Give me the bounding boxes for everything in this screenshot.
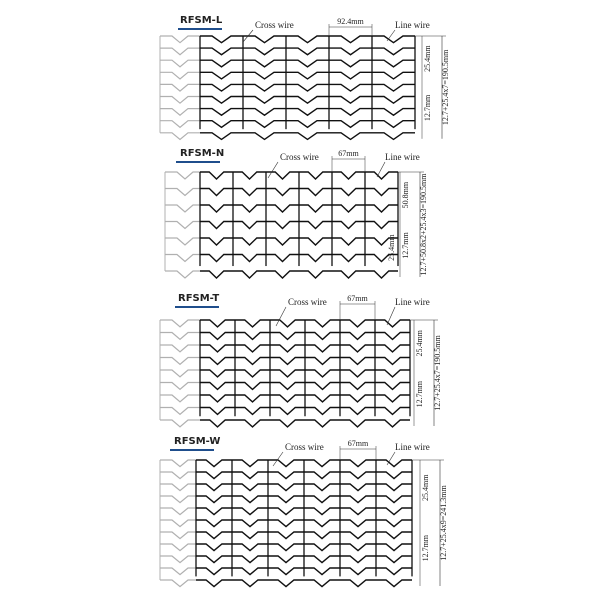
line-wire: [200, 97, 415, 104]
panel-title: RFSM-T: [178, 293, 220, 304]
pitch-label: 25.4mm: [423, 45, 432, 72]
line-wire-gray: [160, 460, 196, 467]
line-wire-gray: [165, 222, 200, 229]
line-wire-leader: [377, 162, 385, 177]
line-wire-gray: [160, 72, 200, 79]
panel-title: RFSM-L: [180, 15, 223, 26]
line-wire-gray: [165, 189, 200, 196]
total-height-label: 12.7+25.4x9=241.3mm: [439, 485, 448, 561]
offset-label: 12.7mm: [401, 232, 410, 259]
line-wire-gray: [160, 568, 196, 575]
panel-rfsm-t: [160, 293, 442, 427]
cross-wire-leader: [273, 452, 283, 466]
pitch-label: 25.4mm: [415, 330, 424, 357]
line-wire-gray: [165, 238, 200, 245]
total-height-label: 12.7+25.4x7=190.5mm: [433, 335, 442, 411]
line-wire: [196, 580, 412, 587]
total-height-label: 12.7+50.8x2+25.4x3=190.5mm: [419, 173, 428, 276]
line-wire-gray: [160, 408, 200, 415]
line-wire-gray: [160, 333, 200, 340]
spacing-label: 92.4mm: [337, 17, 364, 26]
line-wire: [200, 60, 415, 67]
line-wire-label: Line wire: [395, 442, 430, 452]
offset-label: 12.7mm: [423, 94, 432, 122]
line-wire-gray: [160, 420, 200, 427]
cross-wire-label: Cross wire: [255, 20, 294, 30]
cross-wire-label: Cross wire: [280, 152, 319, 162]
offset-label: 12.7mm: [415, 380, 424, 408]
line-wire-gray: [160, 472, 196, 479]
line-wire: [200, 109, 415, 116]
line-wire-label: Line wire: [395, 297, 430, 307]
pitch-label: 25.4mm: [421, 474, 430, 501]
line-wire-leader: [387, 30, 395, 41]
line-wire-gray: [160, 60, 200, 67]
line-wire-label: Line wire: [395, 20, 430, 30]
line-wire: [200, 271, 398, 278]
line-wire-leader: [387, 307, 395, 325]
spacing-label: 67mm: [347, 294, 368, 303]
panel-rfsm-l: [160, 15, 450, 139]
line-wire-gray: [165, 271, 200, 278]
cross-wire-label: Cross wire: [285, 442, 324, 452]
line-wire-gray: [160, 109, 200, 116]
spacing-label: 67mm: [347, 439, 369, 448]
line-wire-gray: [160, 544, 196, 551]
line-wire: [200, 133, 415, 140]
panel-rfsm-n: [165, 148, 428, 278]
line-wire-gray: [165, 172, 200, 179]
line-wire-gray: [160, 345, 200, 352]
line-wire-gray: [160, 358, 200, 365]
line-wire-gray: [160, 508, 196, 515]
line-wire-label: Line wire: [385, 152, 420, 162]
line-wire: [200, 36, 415, 43]
line-wire: [200, 121, 415, 128]
pitch-label: 50.8mm: [401, 181, 410, 209]
line-wire-gray: [160, 532, 196, 539]
line-wire-gray: [160, 580, 196, 587]
line-wire: [200, 48, 415, 55]
line-wire-gray: [160, 48, 200, 55]
line-wire-gray: [160, 84, 200, 91]
line-wire-gray: [160, 121, 200, 128]
cross-wire-leader: [276, 307, 286, 326]
line-wire-gray: [160, 556, 196, 563]
panel-rfsm-w: [160, 436, 448, 587]
line-wire-gray: [160, 395, 200, 402]
line-wire: [200, 84, 415, 91]
line-wire-gray: [165, 205, 200, 212]
line-wire-gray: [160, 484, 196, 491]
line-wire-gray: [160, 320, 200, 327]
line-wire: [200, 72, 415, 79]
line-wire-gray: [160, 36, 200, 43]
panel-title: RFSM-W: [174, 436, 221, 447]
line-wire: [200, 420, 410, 427]
pitch-label-2: 25.4mm: [387, 234, 396, 261]
total-height-label: 12.7+25.4x7=190.5mm: [441, 49, 450, 126]
line-wire-gray: [165, 255, 200, 262]
line-wire-gray: [160, 496, 196, 503]
offset-label: 12.7mm: [421, 534, 430, 562]
cross-wire-label: Cross wire: [288, 297, 327, 307]
spacing-label: 67mm: [338, 149, 359, 158]
line-wire-gray: [160, 520, 196, 527]
line-wire-gray: [160, 97, 200, 104]
line-wire-leader: [387, 452, 395, 465]
line-wire-gray: [160, 383, 200, 390]
panel-title: RFSM-N: [180, 148, 225, 159]
line-wire-gray: [160, 370, 200, 377]
cross-wire-leader: [268, 162, 278, 178]
line-wire-gray: [160, 133, 200, 140]
